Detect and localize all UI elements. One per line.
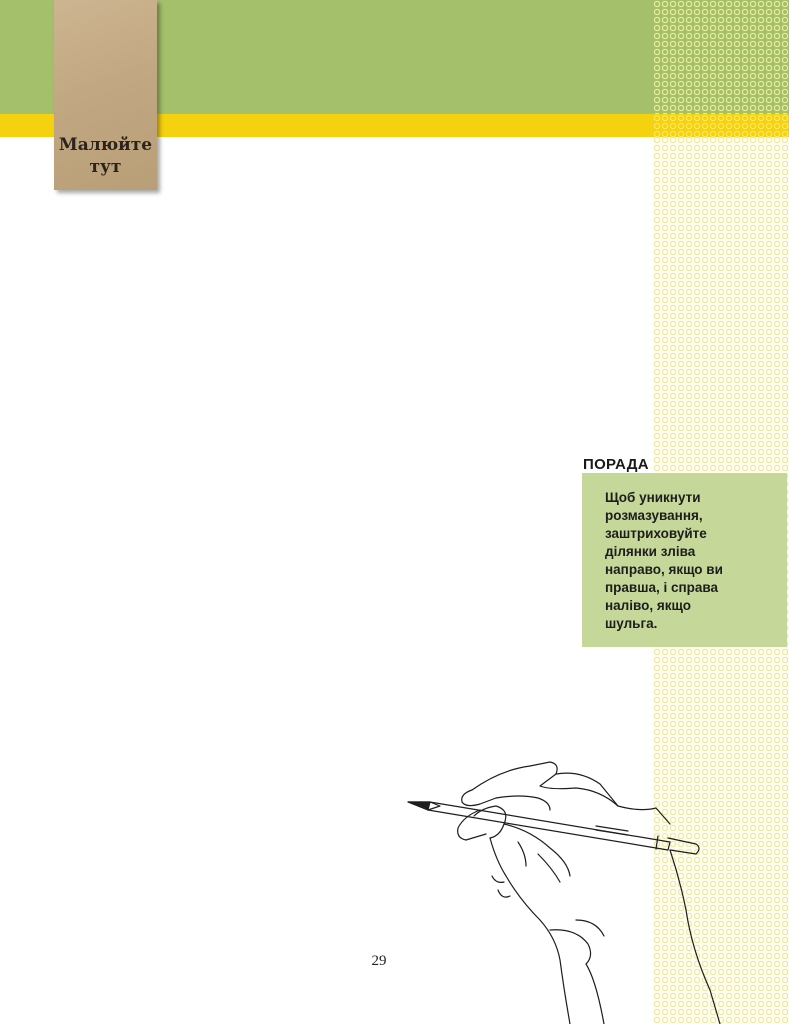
draw-here-label bbox=[54, 134, 157, 178]
hand-holding-pencil-drawing bbox=[400, 750, 730, 1024]
tip-line: направо, якщо ви bbox=[605, 562, 723, 577]
pencil-icon bbox=[408, 802, 699, 854]
draw-here-line-1: Малюйте bbox=[58, 135, 153, 155]
page-number: 29 bbox=[371, 953, 387, 969]
hand-outline bbox=[458, 762, 720, 1024]
tip-line: розмазування, bbox=[605, 508, 703, 523]
tip-line: ділянки зліва bbox=[605, 544, 696, 559]
tip-heading: ПОРАДА bbox=[583, 456, 649, 473]
dotted-side-column-green bbox=[653, 0, 789, 114]
tip-line: наліво, якщо bbox=[605, 598, 691, 613]
tip-line: Щоб уникнути bbox=[605, 490, 701, 505]
tip-text bbox=[605, 489, 780, 633]
tip-line: шульга. bbox=[605, 616, 658, 631]
tip-line: правша, і справа bbox=[605, 580, 719, 595]
draw-here-tag bbox=[54, 0, 157, 190]
dotted-side-column-yellow bbox=[653, 114, 789, 137]
tip-line: заштриховуйте bbox=[605, 526, 707, 541]
tip-box bbox=[582, 473, 787, 647]
draw-here-line-2: тут bbox=[89, 157, 122, 177]
